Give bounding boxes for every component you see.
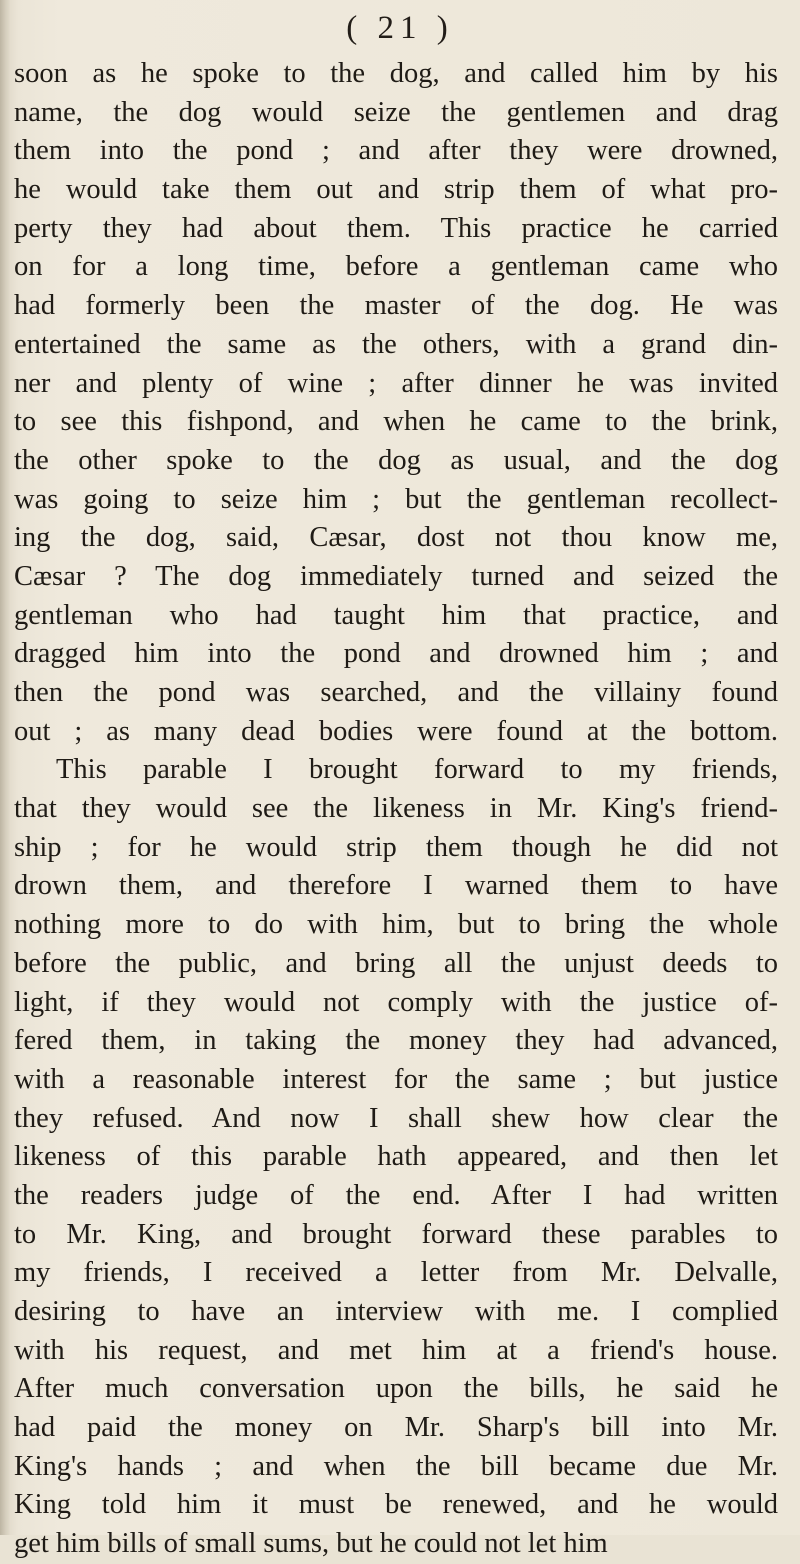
text-line: soon as he spoke to the dog, and called him by his: [14, 58, 778, 89]
text-line: perty they had about them. This practice he carried: [14, 212, 778, 244]
text-line: to Mr. King, and brought forward these parables to: [14, 1218, 778, 1250]
text-line: ship ; for he would strip them though he did not: [14, 831, 778, 863]
text-line: Cæsar ? The dog immediately turned and seized the: [14, 560, 778, 592]
text-line: fered them, in taking the money they had advanced,: [14, 1025, 778, 1057]
text-line: get him bills of small sums, but he could not let him: [14, 1528, 608, 1560]
page-gutter-shadow: [0, 0, 10, 1535]
text-line: This parable I brought forward to my friends,: [56, 754, 778, 786]
text-line: nothing more to do with him, but to bring the whole: [14, 909, 778, 941]
text-line: they refused. And now I shall shew how clear the: [14, 1102, 778, 1134]
text-line: then the pond was searched, and the villainy found: [14, 677, 778, 708]
text-line: drown them, and therefore I warned them to have: [14, 870, 778, 902]
text-line: had formerly been the master of the dog. He was: [14, 290, 778, 322]
text-line: desiring to have an interview with me. I complied: [14, 1296, 778, 1327]
text-line: he would take them out and strip them of what pro-: [14, 174, 778, 206]
text-line: name, the dog would seize the gentlemen and drag: [14, 96, 778, 128]
text-line: King's hands ; and when the bill became due Mr.: [14, 1450, 778, 1482]
text-line: the other spoke to the dog as usual, and the dog: [14, 444, 778, 476]
text-line: was going to seize him ; but the gentleman recollect-: [14, 483, 778, 515]
text-line: gentleman who had taught him that practice, and: [14, 599, 778, 631]
text-line: King told him it must be renewed, and he would: [14, 1489, 778, 1521]
text-line: the readers judge of the end. After I had written: [14, 1179, 778, 1211]
text-line: to see this fishpond, and when he came to the brink,: [14, 406, 778, 438]
text-line: on for a long time, before a gentleman came who: [14, 251, 778, 283]
text-line: After much conversation upon the bills, he said he: [14, 1373, 778, 1405]
text-line: ing the dog, said, Cæsar, dost not thou know me,: [14, 522, 778, 554]
page-number: ( 21 ): [346, 10, 454, 46]
text-line: had paid the money on Mr. Sharp's bill into Mr.: [14, 1412, 778, 1444]
text-line: with his request, and met him at a friend's house.: [14, 1334, 778, 1366]
text-line: likeness of this parable hath appeared, and then let: [14, 1141, 778, 1173]
text-line: my friends, I received a letter from Mr. Delvalle,: [14, 1257, 778, 1289]
body-text: [14, 55, 778, 1564]
text-line: them into the pond ; and after they were drowned,: [14, 135, 778, 167]
text-line: light, if they would not comply with the justice of-: [14, 986, 778, 1018]
text-line: that they would see the likeness in Mr. King's friend-: [14, 793, 778, 825]
text-line: ner and plenty of wine ; after dinner he was invited: [14, 367, 778, 399]
text-line: entertained the same as the others, with a grand din-: [14, 328, 778, 360]
text-line: with a reasonable interest for the same ; but justice: [14, 1063, 778, 1095]
text-line: before the public, and bring all the unjust deeds to: [14, 947, 778, 979]
text-line: dragged him into the pond and drowned him ; and: [14, 638, 778, 670]
text-line: out ; as many dead bodies were found at the bottom.: [14, 715, 778, 747]
